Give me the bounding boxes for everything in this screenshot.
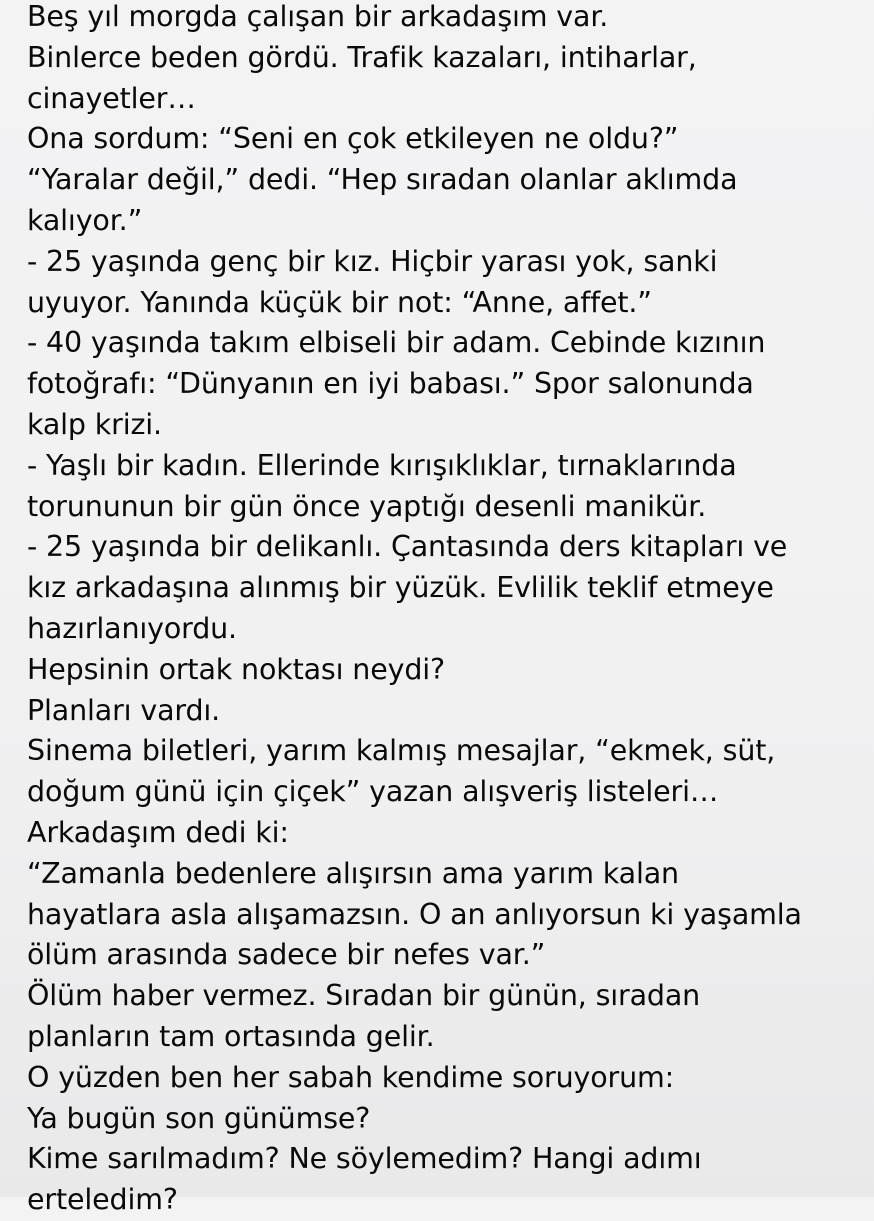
- text-line: - 25 yaşında genç bir kız. Hiçbir yarası yok, sanki: [27, 244, 718, 278]
- text-line: Ona sordum: “Seni en çok etkileyen ne oldu?”: [27, 122, 679, 156]
- text-line: Binlerce beden gördü. Trafik kazaları, intiharlar,: [27, 40, 697, 74]
- text-line: - Yaşlı bir kadın. Ellerinde kırışıklıklar, tırnaklarında: [27, 448, 737, 482]
- text-line: O yüzden ben her sabah kendime soruyorum:: [27, 1060, 675, 1094]
- text-line: ölüm arasında sadece bir nefes var.”: [27, 938, 546, 972]
- text-line: fotoğrafı: “Dünyanın en iyi babası.” Spor salonunda: [27, 367, 754, 401]
- text-line: “Zamanla bedenlere alışırsın ama yarım kalan: [27, 856, 679, 890]
- text-line: - 25 yaşında bir delikanlı. Çantasında ders kitapları ve: [27, 530, 788, 564]
- text-line: Kime sarılmadım? Ne söylemedim? Hangi adımı: [27, 1142, 702, 1176]
- text-line: doğum günü için çiçek” yazan alışveriş listeleri…: [27, 775, 719, 809]
- text-line: Ya bugün son günümse?: [27, 1101, 371, 1135]
- text-line: erteledim?: [27, 1183, 178, 1217]
- text-line: kalp krizi.: [27, 407, 162, 441]
- text-line: kız arkadaşına alınmış bir yüzük. Evlilik teklif etmeye: [27, 571, 774, 605]
- text-line: kalıyor.”: [27, 203, 143, 237]
- text-line: Hepsinin ortak noktası neydi?: [27, 652, 446, 686]
- text-line: Planları vardı.: [27, 693, 221, 727]
- text-line: “Yaralar değil,” dedi. “Hep sıradan olanlar aklımda: [27, 163, 738, 197]
- text-line: - 40 yaşında takım elbiseli bir adam. Cebinde kızının: [27, 326, 766, 360]
- text-line: torununun bir gün önce yaptığı desenli manikür.: [27, 489, 707, 523]
- note-text: [27, 0, 860, 1221]
- text-line: Arkadaşım dedi ki:: [27, 815, 289, 849]
- text-line: hazırlanıyordu.: [27, 611, 237, 645]
- text-line: Sinema biletleri, yarım kalmış mesajlar, “ekmek, süt,: [27, 734, 776, 768]
- text-line: planların tam ortasında gelir.: [27, 1019, 435, 1053]
- text-line: cinayetler…: [27, 81, 196, 115]
- text-line: hayatlara asla alışamazsın. O an anlıyorsun ki yaşamla: [27, 897, 802, 931]
- text-line: Beş yıl morgda çalışan bir arkadaşım var.: [27, 0, 609, 33]
- text-line: Ölüm haber vermez. Sıradan bir günün, sıradan: [27, 979, 701, 1013]
- text-line: uyuyor. Yanında küçük bir not: “Anne, affet.”: [27, 285, 652, 319]
